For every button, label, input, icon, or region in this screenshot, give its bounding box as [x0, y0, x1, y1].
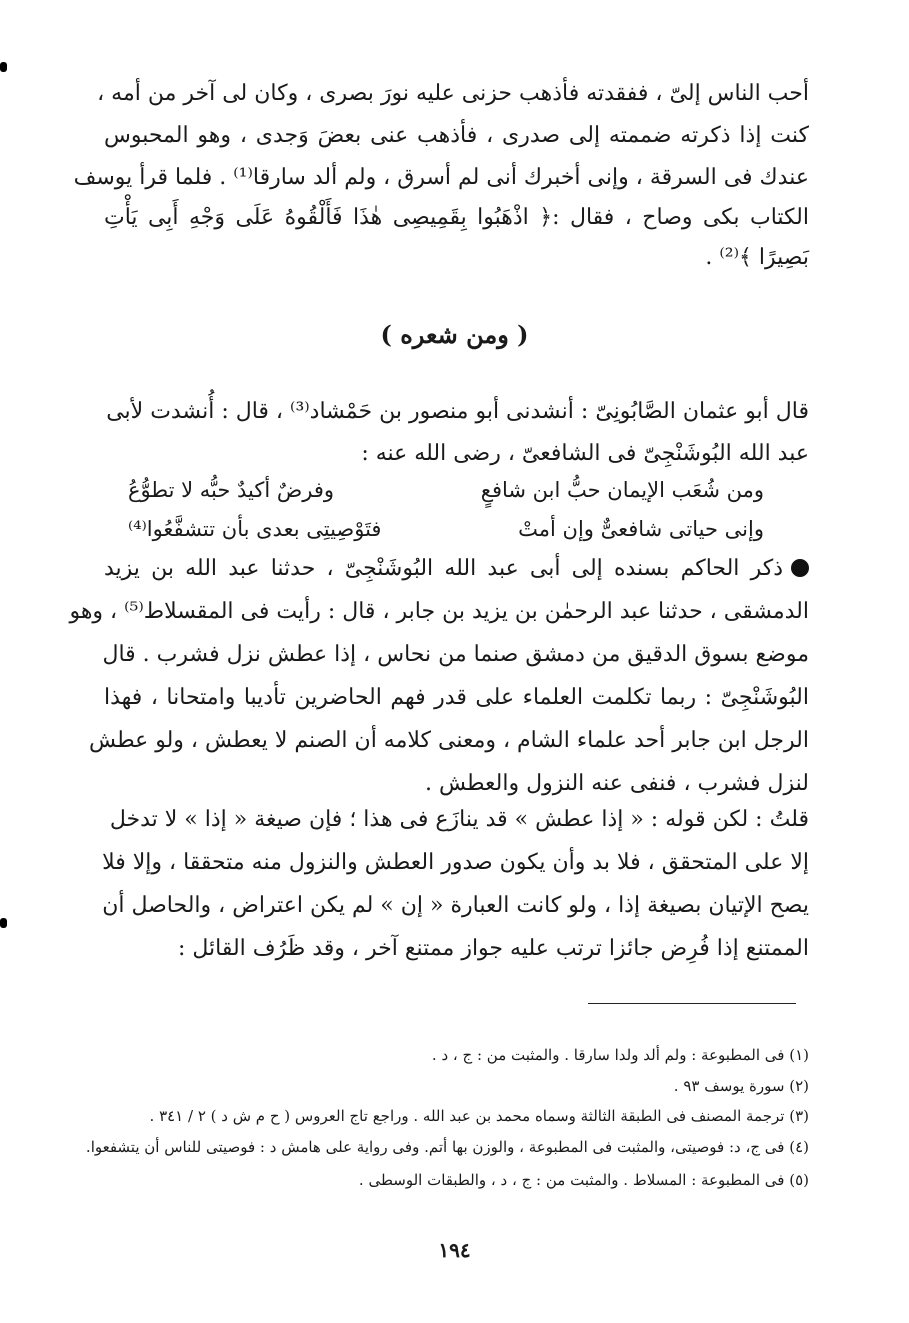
text-line: أحب الناس إلىّ ، ففقدته فأذهب حزنى عليه نورَ بصرى ، وكان لى آخر من أمه ، — [97, 81, 809, 106]
text-line: بَصِيرًا ﴾⁽²⁾ . — [705, 245, 809, 270]
text-line: الدمشقى ، حدثنا عبد الرحمٰن بن يزيد بن جابر ، قال : رأيت فى المقسلاط⁽⁵⁾ ، وهو — [69, 599, 809, 624]
footnote-3: (٣) ترجمة المصنف فى الطبقة الثالثة وسماه محمد بن عبد الله . وراجع تاج العروس ( ح م ش د ) ٢ / ٣٤١ . — [149, 1107, 809, 1125]
text-line: الرجل ابن جابر أحد علماء الشام ، ومعنى كلامه أن الصنم لا يعطش ، ولو عطش — [89, 728, 809, 753]
text-line: الممتنع إذا فُرِض جائزا ترتب عليه جواز ممتنع آخر ، وقد ظَرُف القائل : — [177, 936, 809, 961]
text-line: البُوشَنْجِىّ : ربما تكلمت العلماء على قدر فهم الحاضرين تأديبا وامتحانا ، فهذا — [104, 685, 809, 710]
text-line: يصح الإتيان بصيغة إذا ، ولو كانت العبارة « إن » لم يكن اعتراض ، والحاصل أن — [102, 893, 809, 918]
verse-2-first-hemistich: وإنى حياتى شافعىٌّ وإن أمتْ — [518, 517, 764, 541]
text-line: عبد الله البُوشَنْجِىّ فى الشافعىّ ، رضى الله عنه : — [361, 441, 809, 466]
page-number: ١٩٤ — [438, 1238, 471, 1262]
text-line: كنت إذا ذكرته ضممته إلى صدرى ، فأذهب عنى بعضَ وَجدى ، وهو المحبوس — [104, 123, 809, 148]
text-line: لنزل فشرب ، فنفى عنه النزول والعطش . — [424, 771, 809, 796]
footnote-separator — [588, 1003, 796, 1004]
footnote-1: (١) فى المطبوعة : ولم ألد ولدا سارقا . والمثبت من : ج ، د . — [431, 1046, 809, 1064]
bullet-icon — [791, 559, 809, 577]
scan-mark-top — [0, 62, 7, 72]
text-line: إلا على المتحقق ، فلا بد وأن يكون صدور العطش والنزول منه متحققا ، وإلا فلا — [102, 850, 809, 875]
text-line: قلتُ : لكن قوله : « إذا عطش » قد ينازَع فى هذا ؛ فإن صيغة « إذا » لا تدخل — [109, 807, 809, 832]
section-heading: ( ومن شعره ) — [380, 320, 529, 349]
footnote-4: (٤) فى ج، د: فوصيتى، والمثبت فى المطبوعة ، والوزن بها أتم. وفى رواية على هامش د : فوصيتى للناس أن يتشفعوا. — [85, 1138, 809, 1156]
text-line: ذكر الحاكم بسنده إلى أبى عبد الله البُوشَنْجِىّ ، حدثنا عبد الله بن يزيد — [104, 556, 783, 581]
verse-2-second-hemistich: فتَوْصِيتِى بعدى بأن تتشفَّعُوا⁽⁴⁾ — [128, 517, 382, 541]
text-line: قال أبو عثمان الصَّابُونِىّ : أنشدنى أبو منصور بن حَمْشاد⁽³⁾ ، قال : أُنشدت لأبى — [106, 399, 809, 424]
scan-mark-middle — [0, 918, 7, 928]
text-line: الكتاب بكى وصاح ، فقال :﴿ اذْهَبُوا بِقَمِيصِى هٰذَا فَأَلْقُوهُ عَلَى وَجْهِ أَبِى يَأْتِ — [104, 205, 809, 230]
footnote-5: (٥) فى المطبوعة : المسلاط . والمثبت من : ج ، د ، والطبقات الوسطى . — [358, 1171, 809, 1189]
footnote-2: (٢) سورة يوسف ٩٣ . — [673, 1077, 809, 1095]
text-line: موضع بسوق الدقيق من دمشق صنما من نحاس ، إذا عطش نزل فشرب . قال — [102, 642, 809, 667]
text-line: عندك فى السرقة ، وإنى أخبرك أنى لم أسرق ، ولم ألد سارقا⁽¹⁾ . فلما قرأ يوسف — [73, 165, 809, 190]
verse-1-first-hemistich: ومن شُعَب الإيمان حبُّ ابن شافعٍ — [480, 478, 764, 502]
verse-1-second-hemistich: وفرضٌ أكيدٌ حبُّه لا تطوُّعُ — [128, 478, 335, 502]
